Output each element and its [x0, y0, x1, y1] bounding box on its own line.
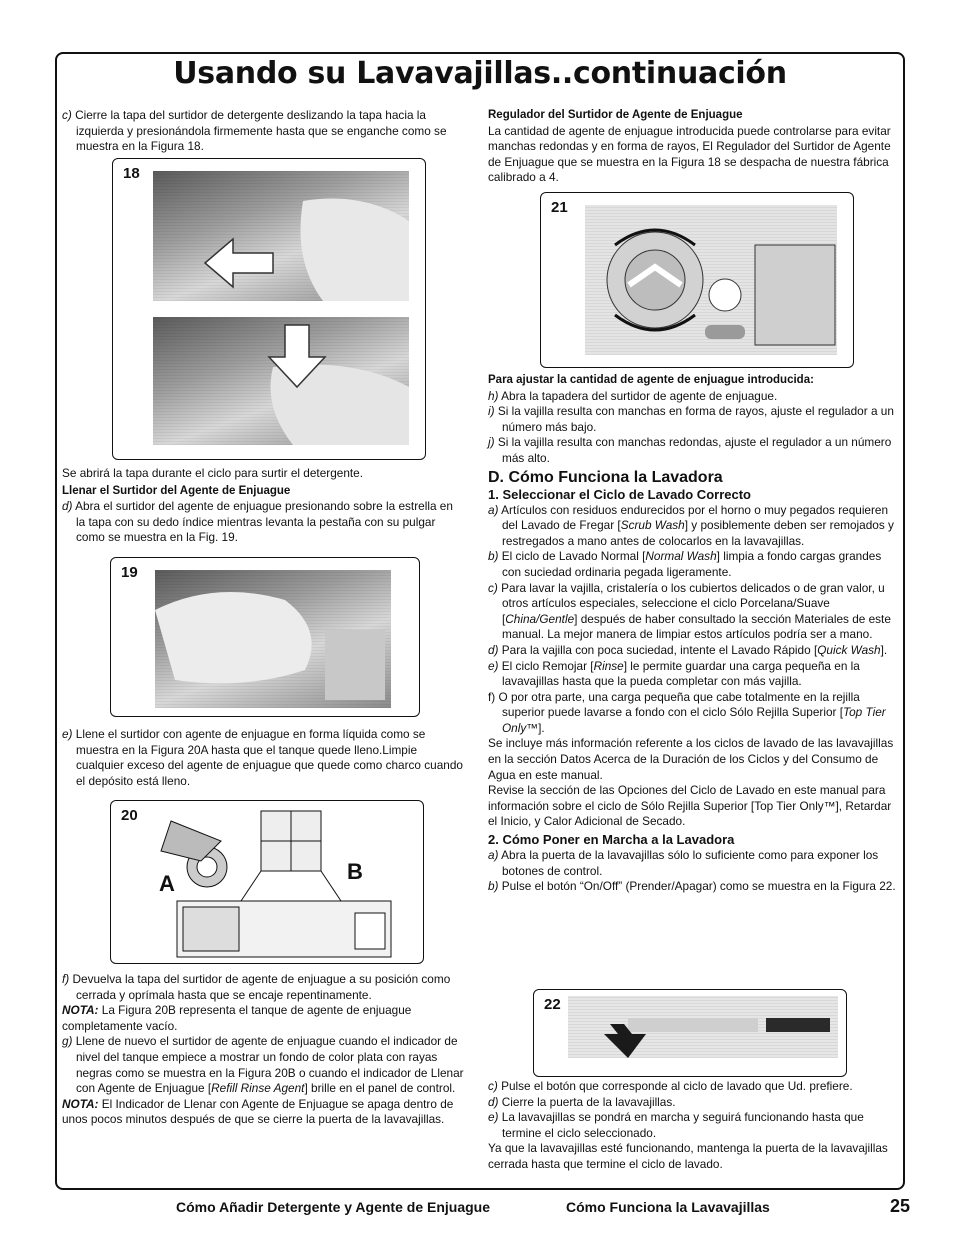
left-column-4 — [62, 972, 466, 1128]
cycle-b: b) El ciclo de Lavado Normal [Normal Wash] limpia a fondo cargas grandes con suciedad ordinaria pegada ligeramente. — [488, 549, 882, 579]
cycle-d: d) Para la vajilla con poca suciedad, intente el Lavado Rápido [Quick Wash]. — [488, 642, 888, 657]
step-j: j) Si la vajilla resulta con manchas redondas, ajuste el regulador a un número más alto. — [488, 435, 892, 465]
heading-adjust: Para ajustar la cantidad de agente de enjuague introducida: — [488, 374, 814, 386]
start-d: d) Cierre la puerta de la lavavajillas. — [488, 1094, 676, 1109]
review-options-text: Revise la sección de las Opciones del Ciclo de Lavado en este manual para información sobre el ciclo de Sólo Rejilla Superior [Top Tier Only™], Retardar el Inicio, y Calor Adicional de Secado. — [488, 783, 892, 829]
step-f: f) Devuelva la tapa del surtidor de agente de enjuague a su posición como cerrada y oprímala hasta que se encaje repentinamente. — [62, 972, 451, 1002]
heading-section-d: D. Cómo Funciona la Lavadora — [488, 468, 723, 486]
start-b: b) Pulse el botón “On/Off” (Prender/Apagar) como se muestra en la Figura 22. — [488, 879, 896, 894]
figure-22-photo — [568, 996, 838, 1058]
heading-select-cycle: 1. Seleccionar el Ciclo de Lavado Correcto — [488, 486, 751, 502]
heading-fill-rinse: Llenar el Surtidor del Agente de Enjuague — [62, 484, 291, 497]
footer-right-title: Cómo Funciona la Lavavajillas — [566, 1199, 770, 1215]
step-d: d) Abra el surtidor del agente de enjuague presionando sobre la estrella en la tapa con su dedo índice mientras levanta la pestaña con su pulgar como se muestra en la Fig. 19. — [62, 499, 453, 545]
figure-21 — [540, 192, 854, 368]
more-info-text: Se incluye más información referente a los ciclos de lavado de las lavavajillas en la sección Datos Acerca de la Duración de los Ciclos y del Consumo de Agua en este manual. — [488, 736, 894, 782]
step-i: i) Si la vajilla resulta con manchas en forma de rayos, ajuste el regulador a un número más bajo. — [488, 404, 894, 434]
start-a: a) Abra la puerta de la lavavajillas sólo lo suficiente como para exponer los botones de control. — [488, 848, 879, 878]
figure-20 — [110, 800, 424, 964]
figure-18-photo-bottom — [153, 317, 409, 445]
last-text: Ya que la lavavajillas esté funcionando, mantenga la puerta de la lavavajillas cerrada hasta que termine el ciclo de lavado. — [488, 1141, 888, 1171]
cycle-c: c) Para lavar la vajilla, cristalería o los cubiertos delicados o de gran valor, u otros artículos especiales, seleccione el ciclo Porcelana/Suave [China/Gentle] después de haber consultado la sección Materiales de este manual. La mejor manera de limpiar estos artículos podría ser a mano. — [488, 580, 891, 642]
left-column-3 — [62, 727, 468, 789]
after-fig18-text: Se abrirá la tapa durante el ciclo para surtir el detergente. — [62, 466, 363, 480]
start-e: e) La lavavajillas se pondrá en marcha y seguirá funcionando hasta que termine el ciclo seleccionado. — [488, 1110, 864, 1140]
start-c: c) Pulse el botón que corresponde al ciclo de lavado que Ud. prefiere. — [488, 1079, 853, 1093]
figure-18 — [112, 158, 426, 460]
figure-number: 19 — [121, 564, 138, 581]
page-number: 25 — [890, 1196, 911, 1216]
figure-number: 22 — [544, 996, 561, 1013]
footer-left-title: Cómo Añadir Detergente y Agente de Enjuague — [176, 1199, 491, 1215]
step-e: e) Llene el surtidor con agente de enjuague en forma líquida como se muestra en la Figura 20A hasta que el tanque quede lleno.Limpie cualquier exceso del agente de enjuague que quede como charco cuando el depósito está lleno. — [62, 727, 463, 788]
figure-number: 21 — [551, 199, 568, 216]
figure-20-label-b: B — [347, 859, 363, 884]
cycle-f: f) O por otra parte, una carga pequeña que cabe totalmente en la rejilla superior puede lavarse a fondo con el ciclo Sólo Rejilla Superior [Top Tier Only™]. — [488, 689, 886, 735]
figure-number: 18 — [123, 165, 140, 182]
cycle-e: e) El ciclo Remojar [Rinse] le permite guardar una carga pequeña en la lavavajillas hasta que la pueda completar con más vajilla. — [488, 658, 860, 689]
figure-21-photo — [585, 205, 837, 355]
note-1: NOTA: La Figura 20B representa el tanque de agente de enjuague completamente vacío. — [62, 1003, 412, 1033]
note-2: NOTA: El Indicador de Llenar con Agente de Enjuague se apaga dentro de unos pocos minutos después de que se cierre la puerta de la lavavajillas. — [62, 1096, 454, 1127]
cycle-a: a) Artículos con residuos endurecidos por el horno o muy pegados requieren del Lavado de Fregar [Scrub Wash] y posiblemente deben ser remojados y restregados a mano antes de colocarlos en la lavavajillas. — [488, 502, 894, 548]
heading-regulator: Regulador del Surtidor de Agente de Enjuague — [488, 109, 743, 121]
figure-18-photo-top — [153, 171, 409, 301]
figure-19-photo — [155, 570, 391, 708]
right-column-2 — [488, 373, 900, 895]
page-title: Usando su Lavavajillas..continuación — [173, 56, 787, 91]
step-c: c) Cierre la tapa del surtidor de detergente deslizando la tapa hacia la izquierda y presionándola firmemente hasta que se enganche como se muestra en la Figura 18. — [62, 108, 447, 154]
step-g: g) Llene de nuevo el surtidor de agente de enjuague cuando el indicador de nivel del tanque empiece a mostrar un fondo de color plata con rayas negras como se muestra en la Figura 20B o cuando el indicador de Llenar con Agente de Enjuague [Refill Rinse Agent] brille en el panel de control. — [62, 1034, 464, 1096]
right-column — [488, 108, 900, 186]
right-column-3 — [488, 1079, 900, 1173]
left-column-2 — [62, 466, 460, 546]
regulator-text: La cantidad de agente de enjuague introducida puede controlarse para evitar manchas redondas y en forma de rayos, El Regulador del Surtidor de Agente de Enjuague que se muestra en la Figura 18 se despacha de nuestra fábrica calibrado a 4. — [488, 123, 891, 185]
step-h: h) Abra la tapadera del surtidor de agente de enjuague. — [488, 388, 778, 403]
heading-start-washer: 2. Cómo Poner en Marcha a la Lavadora — [488, 832, 735, 848]
figure-20-label-a: A — [159, 871, 175, 896]
left-column — [62, 108, 460, 155]
figure-number: 20 — [121, 807, 138, 824]
figure-19 — [110, 557, 420, 717]
figure-22 — [533, 989, 847, 1077]
